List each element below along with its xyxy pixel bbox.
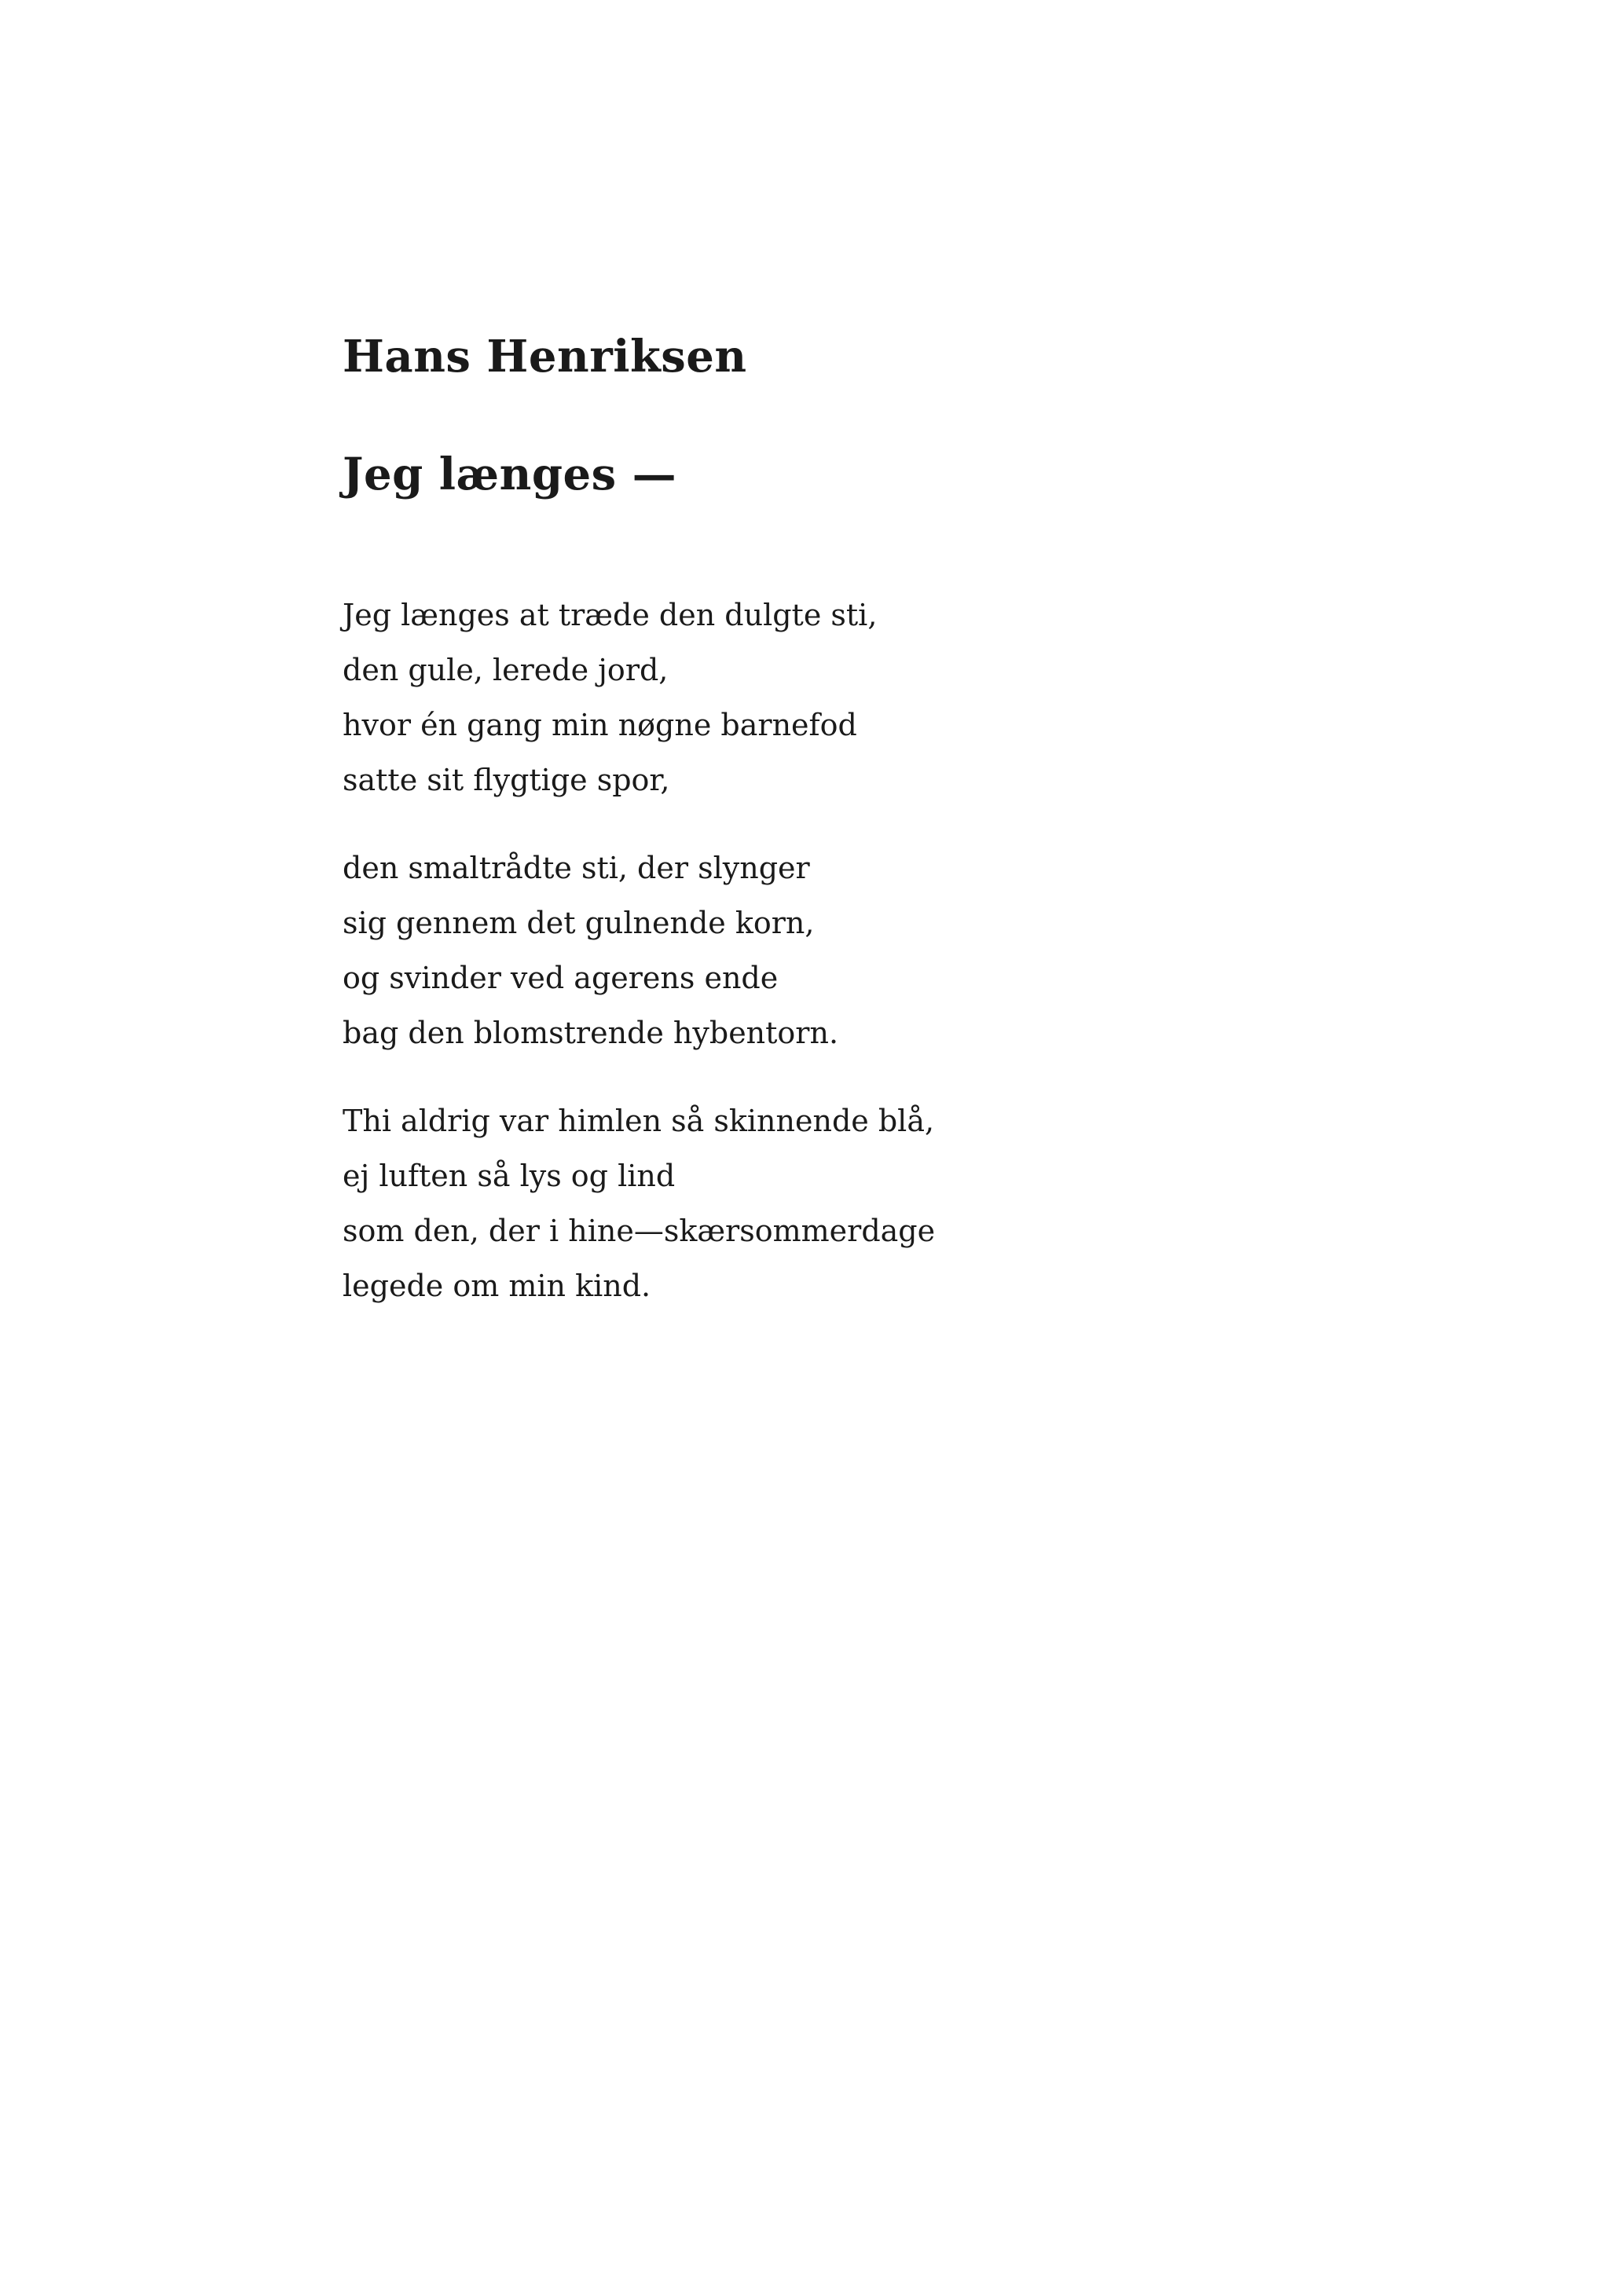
poem-line: ej luften så lys og lind [343,1159,676,1193]
poem-line: den gule, lerede jord, [343,653,669,687]
author-name: Hans Henriksen [343,331,747,383]
poem-line: legede om min kind. [343,1269,651,1303]
poem-line: satte sit flygtige spor, [343,763,670,797]
poem-line: Thi aldrig var himlen så skinnende blå, [343,1104,935,1138]
poem-content [343,328,1364,1346]
poem-line: Jeg længes at træde den dulgte sti, [343,598,878,632]
poem-title: Jeg længes — [343,449,677,500]
poem-line: sig gennem det gulnende korn, [343,906,815,940]
poem-line: den smaltrådte sti, der slynger [343,851,810,885]
poem-line: bag den blomstrende hybentorn. [343,1016,839,1050]
poem-line: og svinder ved agerens ende [343,961,779,995]
poem-line: som den, der i hine—skærsommerdage [343,1214,936,1248]
stanza-1 [343,588,1364,807]
stanza-3 [343,1093,1364,1313]
stanza-2 [343,840,1364,1060]
poem-line: hvor én gang min nøgne barnefod [343,708,857,742]
poem-body [343,588,1364,1313]
